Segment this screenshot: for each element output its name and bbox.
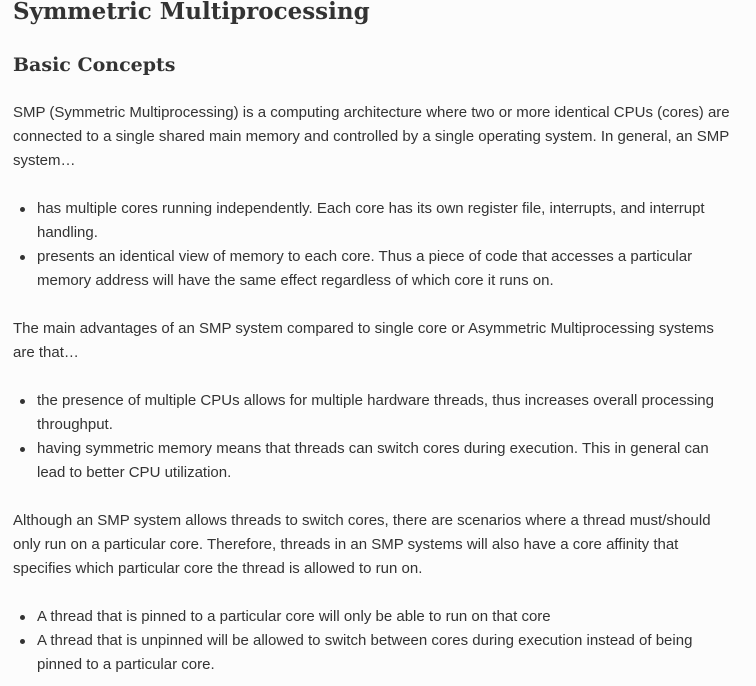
affinity-list	[0, 605, 740, 677]
list-item-text: has multiple cores running independently. Each core has its own register file, interrupts, and interrupt handling.	[37, 200, 705, 241]
list-item	[0, 197, 740, 245]
section-heading: Basic Concepts	[13, 54, 176, 76]
list-item	[0, 389, 740, 437]
list-item-text: having symmetric memory means that threads can switch cores during execution. This in general can lead to better CPU utilization.	[37, 440, 709, 481]
bullet-icon	[20, 255, 25, 260]
bullet-icon	[20, 615, 25, 620]
list-item-text: the presence of multiple CPUs allows for multiple hardware threads, thus increases overall processing throughput.	[37, 392, 714, 433]
smp-properties-list	[0, 197, 740, 293]
intro-paragraph: SMP (Symmetric Multiprocessing) is a computing architecture where two or more identical CPUs (cores) are connected to a single shared main memory and controlled by a single operating system. In general, an SMP system…	[13, 104, 730, 169]
list-item	[0, 629, 740, 677]
list-item	[0, 437, 740, 485]
bullet-icon	[20, 207, 25, 212]
list-item-text: A thread that is unpinned will be allowed to switch between cores during execution instead of being pinned to a particular core.	[37, 632, 693, 673]
advantages-paragraph: The main advantages of an SMP system compared to single core or Asymmetric Multiprocessing systems are that…	[13, 320, 714, 361]
page-title: Symmetric Multiprocessing	[13, 0, 370, 25]
list-item-text: A thread that is pinned to a particular core will only be able to run on that core	[37, 608, 551, 625]
list-item	[0, 245, 740, 293]
advantages-list	[0, 389, 740, 485]
list-item	[0, 605, 740, 629]
bullet-icon	[20, 639, 25, 644]
list-item-text: presents an identical view of memory to each core. Thus a piece of code that accesses a particular memory address will have the same effect regardless of which core it runs on.	[37, 248, 693, 289]
affinity-paragraph: Although an SMP system allows threads to switch cores, there are scenarios where a thread must/should only run on a particular core. Therefore, threads in an SMP systems will also have a core affinity that specifies which particular core the thread is allowed to run on.	[13, 512, 711, 577]
bullet-icon	[20, 447, 25, 452]
bullet-icon	[20, 399, 25, 404]
